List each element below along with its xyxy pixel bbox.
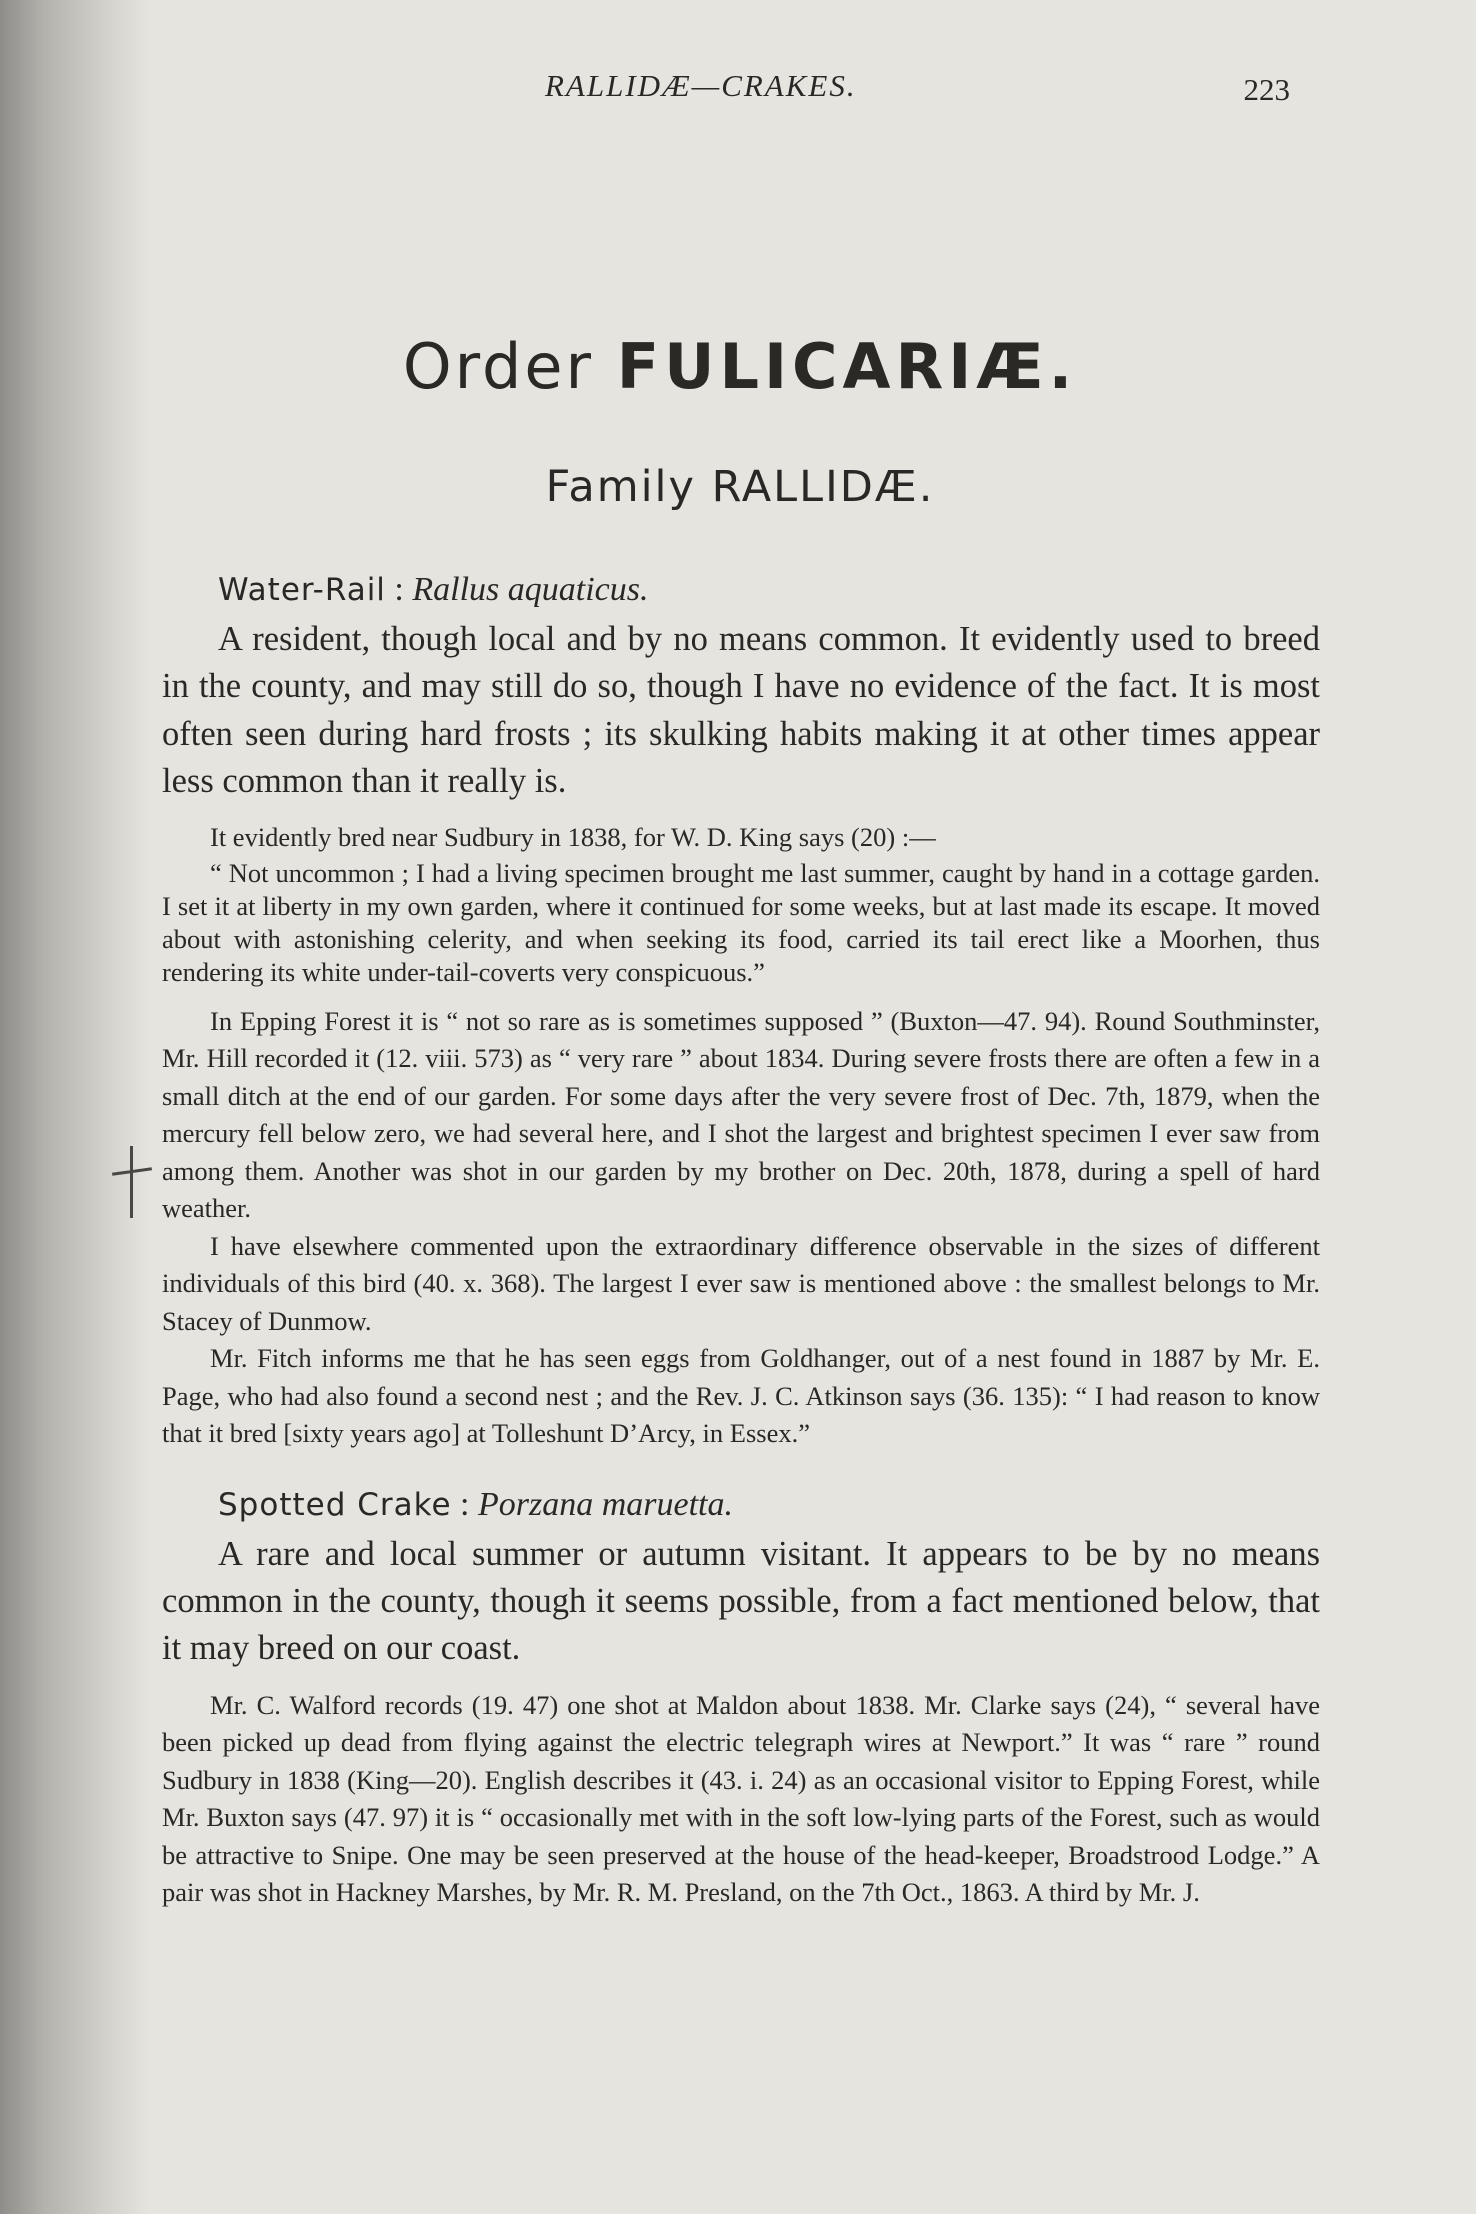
species-paragraph: Mr. Fitch informs me that he has seen eggs from Goldhanger, out of a nest found in 1887 by Mr. E. Page, who had also found a second nest ; and the Rev. J. C. Atkinson says (36. 135): “ I had reason to know that it bred [sixty years ago] at Tolleshunt D’Arcy, in Essex.” [162,1343,1320,1449]
species-entry-water-rail [162,568,1320,1453]
order-prefix: Order [402,330,595,403]
species-paragraph: I have elsewhere commented upon the extraordinary difference observable in the sizes of different individuals of this bird (40. x. 368). The largest I ever saw is mentioned above : the smallest belongs to Mr. Stacey of Dunmow. [162,1230,1320,1336]
species-scientific-name: Rallus aquaticus. [412,571,649,608]
page-body [162,568,1320,1912]
pencil-cross-mark [112,1146,152,1218]
order-heading [160,330,1320,403]
book-spine-shadow [0,0,150,2214]
species-paragraph: In Epping Forest it is “ not so rare as is sometimes supposed ” (Buxton—47. 94). Round Southminster, Mr. Hill recorded it (12. viii. 573) as “ very rare ” about 1834. During severe frosts there are often a few in a small ditch at the end of our garden. For some days after the very severe frost of Dec. 7th, 1879, when the mercury fell below zero, we had several here, and I shot the largest and brightest specimen I ever saw from among them. Another was shot in our garden by my brother on Dec. 20th, 1878, during a spell of hard weather. [162,1005,1320,1224]
species-common-name: Water-Rail [218,572,386,608]
species-entry-spotted-crake [162,1483,1320,1912]
family-name: RALLIDÆ. [711,462,935,512]
species-summary: A resident, though local and by no means common. It evidently used to breed in the county, and may still do so, though I have no evidence of the fact. It is most often seen during hard frosts ; its skulking habits making it at other times appear less common than it really is. [162,620,1320,800]
species-common-name: Spotted Crake [218,1486,452,1523]
running-head [160,68,1320,112]
species-heading [218,568,1320,612]
book-page [160,0,1320,2214]
species-summary: A rare and local summer or autumn visitant. It appears to be by no means common in the county, though it seems possible, from a fact mentioned below, that it may breed on our coast. [162,1534,1320,1668]
species-quotation: “ Not uncommon ; I had a living specimen brought me last summer, caught by hand in a cottage garden. I set it at liberty in my own garden, where it continued for some weeks, but at last made its escape. It moved about with astonishing celerity, and when seeking its food, carried its tail erect like a Moorhen, thus rendering its white under-tail-coverts very conspicuous.” [162,857,1320,987]
species-separator: : [385,571,413,608]
species-paragraph: Mr. C. Walford records (19. 47) one shot at Maldon about 1838. Mr. Clarke says (24), “ several have been picked up dead from flying against the electric telegraph wires at Newport.” It was “ rare ” round Sudbury in 1838 (King—20). English describes it (43. i. 24) as an occasional visitor to Epping Forest, while Mr. Buxton says (47. 97) it is “ occasionally met with in the soft low-lying parts of the Forest, such as would be attractive to Snipe. One may be seen preserved at the house of the head-keeper, Broadstrood Lodge.” A pair was shot in Hackney Marshes, by Mr. R. M. Presland, on the 7th Oct., 1863. A third by Mr. J. [162,1689,1320,1908]
page-number: 223 [1243,72,1290,107]
family-prefix: Family [545,462,696,512]
running-title: RALLIDÆ—CRAKES. [545,68,857,103]
family-heading [160,462,1320,512]
order-name: FULICARIÆ. [616,330,1078,403]
species-separator: : [451,1485,478,1523]
species-heading [218,1483,1320,1527]
species-paragraph: It evidently bred near Sudbury in 1838, for W. D. King says (20) :— [210,822,936,853]
species-scientific-name: Porzana maruetta. [478,1485,733,1523]
